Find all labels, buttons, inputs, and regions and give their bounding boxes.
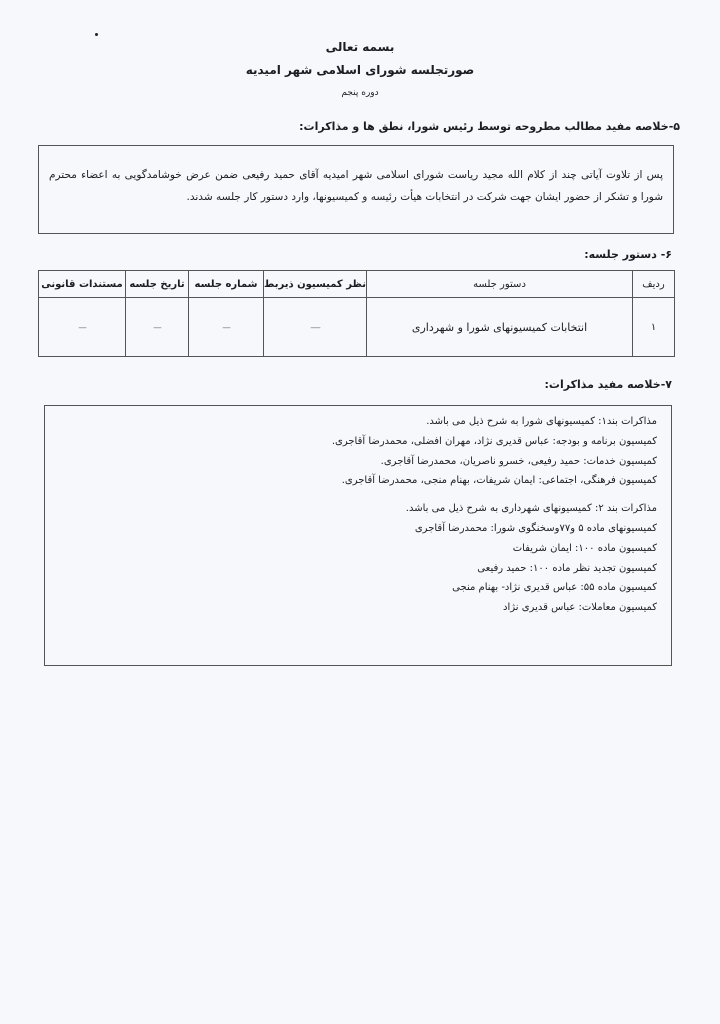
discussion-line: کمیسیون خدمات: حمید رفیعی، خسرو ناصریان، محمدرضا آقاجری. (380, 455, 657, 467)
discussion-line: مذاکرات بند۱: کمیسیونهای شورا به شرح ذیل می باشد. (426, 416, 657, 427)
cell-row-number: ۱ (633, 298, 675, 357)
cell-agenda: انتخابات کمیسیونهای شورا و شهرداری (367, 298, 633, 357)
discussion-line: کمیسیون برنامه و بودجه: عباس قدیری نژاد، مهران افضلی، محمدرضا آقاجری. (331, 435, 657, 447)
cell-session-number: ---- (222, 322, 230, 332)
cell-session-date: ---- (153, 322, 161, 332)
document-title: صورتجلسه شورای اسلامی شهر امیدیه (245, 63, 475, 77)
section5-body: پس از تلاوت آیاتی چند از کلام الله مجید ریاست شورای اسلامی شهر امیدیه آقای حمید رفیعی ضمن عرض خوشامدگویی به اعضاء محترم شورا و تشکر از حضور ایشان جهت شرکت در انتخابات هیأت رئیسه و کمیسیونها، وارد دستور کار جلسه شدند. (49, 169, 663, 203)
spacer (55, 491, 657, 499)
col-header-session-number: شماره جلسه (189, 271, 264, 298)
section6-heading: ۶- دستور جلسه: (584, 248, 672, 261)
section7-box (44, 405, 672, 666)
agenda-table (38, 270, 675, 357)
col-header-session-date: تاریخ جلسه (126, 271, 189, 298)
col-header-agenda: دستور جلسه (367, 271, 633, 298)
discussion-line: کمیسیونهای ماده ۵ و۷۷وسخنگوی شورا: محمدرضا آقاجری (414, 522, 657, 534)
discussion-line: کمیسیون معاملات: عباس قدیری نژاد (503, 602, 657, 614)
col-header-commission-opinion: نظر کمیسیون ذیربط (264, 271, 367, 298)
discussion-line: کمیسیون فرهنگی، اجتماعی: ایمان شریفات، بهنام منجی، محمدرضا آقاجری. (341, 475, 657, 487)
col-header-row-number: ردیف (633, 271, 675, 298)
discussion-line: کمیسیون ماده ۱۰۰: ایمان شریفات (512, 542, 657, 554)
cell-commission-opinion: ----- (310, 322, 320, 332)
agenda-header-row (39, 271, 675, 298)
section7-heading: ۷-خلاصه مفید مذاکرات: (544, 378, 672, 391)
discussion-line: مذاکرات بند ۲: کمیسیونهای شهرداری به شرح ذیل می باشد. (405, 503, 657, 515)
discussion-line: کمیسیون ماده ۵۵: عباس قدیری نژاد- بهنام منجی (452, 582, 657, 594)
section5-box (38, 145, 674, 234)
council-term: دوره پنجم (341, 88, 379, 98)
discussion-line: کمیسیون تجدید نظر ماده ۱۰۰: حمید رفیعی (477, 562, 657, 574)
col-header-legal-documents: مستندات قانونی (39, 271, 126, 298)
cell-legal-documents: ---- (78, 322, 86, 332)
section5-heading: ۵-خلاصه مفید مطالب مطروحه توسط رئیس شورا، نطق ها و مذاکرات: (299, 120, 680, 133)
scan-speck (95, 33, 98, 36)
basmala: بسمه تعالی (325, 40, 395, 54)
table-row (39, 298, 675, 357)
